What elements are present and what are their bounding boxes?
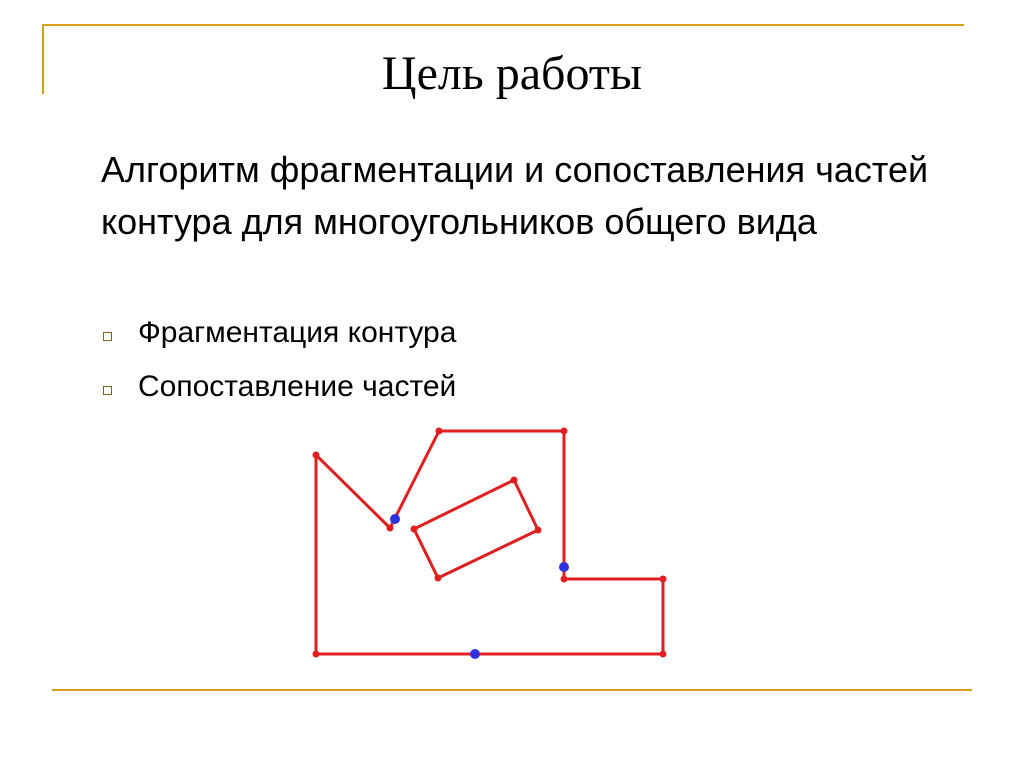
vertex [561, 576, 568, 583]
inner-hole-contour [414, 480, 538, 578]
outer-vertices [313, 428, 667, 658]
bullet-label: Сопоставление частей [138, 370, 457, 403]
vertex [561, 428, 568, 435]
outer-contour [316, 431, 663, 654]
split-point [470, 649, 480, 659]
split-point [390, 514, 400, 524]
vertex [660, 651, 667, 658]
slide-title: Цель работы [381, 47, 643, 100]
vertex [387, 525, 394, 532]
inner-vertices [411, 477, 542, 582]
split-point [559, 562, 569, 572]
vertex [436, 428, 443, 435]
vertex [313, 452, 320, 459]
vertex [411, 526, 418, 533]
bullet-label: Фрагментация контура [138, 316, 457, 349]
vertex [660, 576, 667, 583]
main-text: Алгоритм фрагментации и сопоставления частей контура для многоугольников общего вида [101, 149, 929, 242]
vertex [313, 651, 320, 658]
vertex [535, 527, 542, 534]
vertex [435, 575, 442, 582]
vertex [511, 477, 518, 484]
